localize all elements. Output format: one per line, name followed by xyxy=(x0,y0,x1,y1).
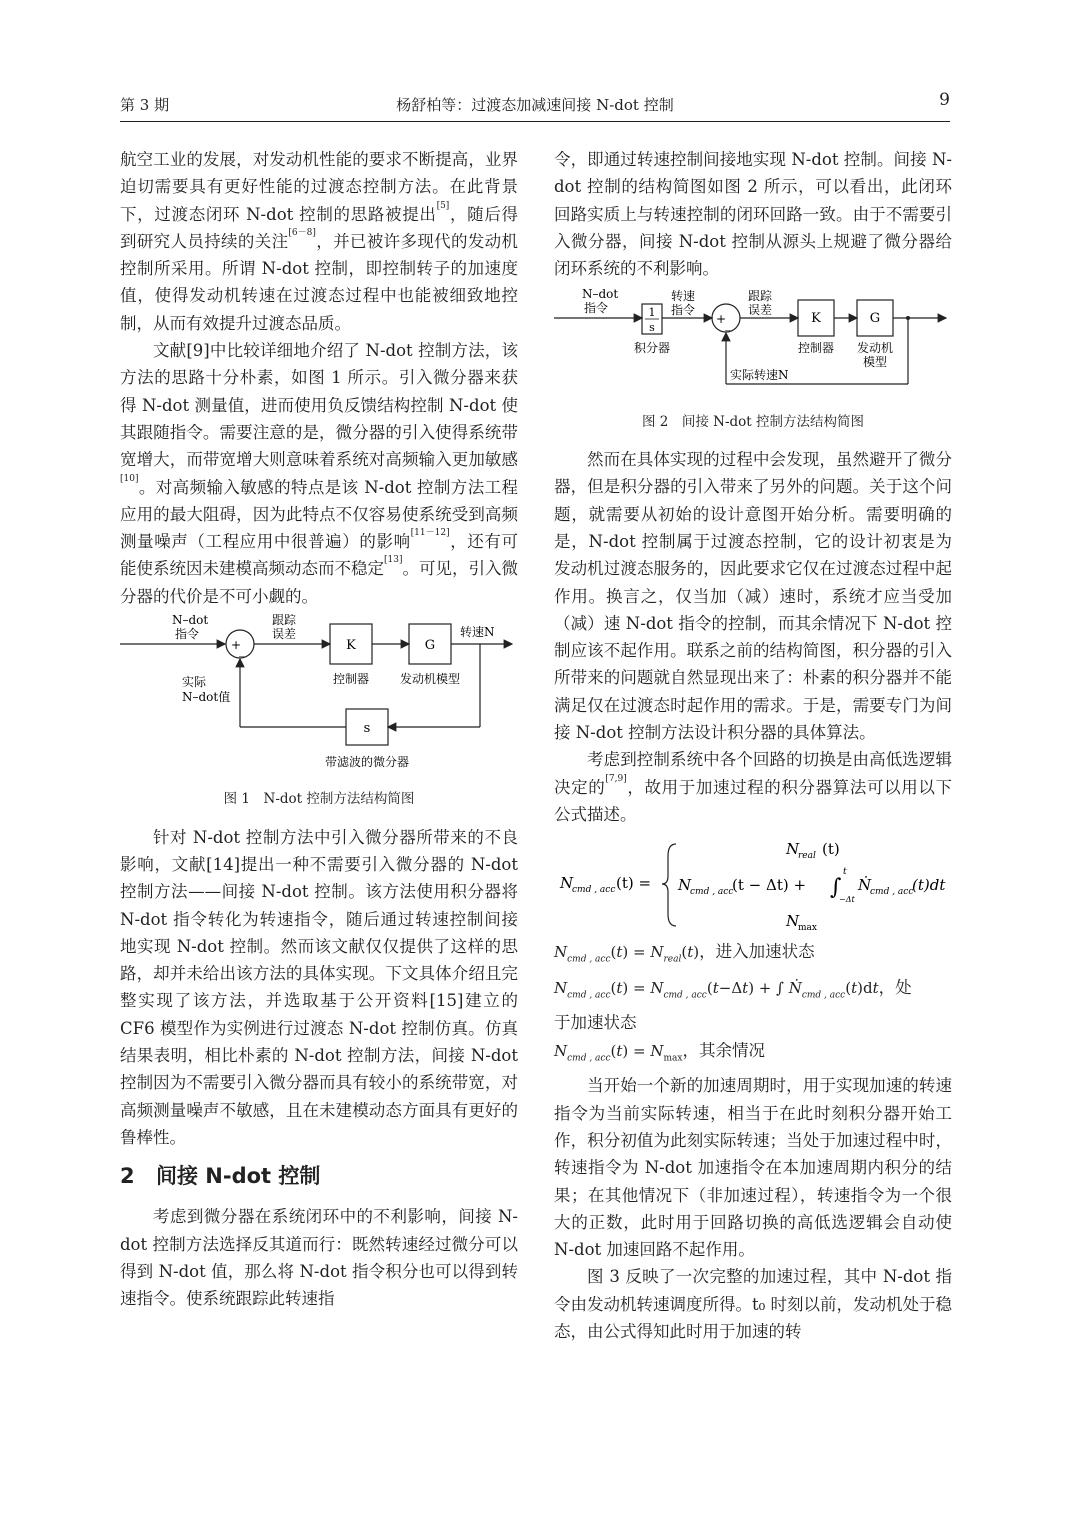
error-label: 跟踪 xyxy=(272,614,297,628)
figure-2-diagram xyxy=(554,286,952,396)
svg-text:Ṅ: Ṅ xyxy=(858,876,872,895)
svg-text:N–dot: N–dot xyxy=(582,287,619,302)
paragraph: 当开始一个新的加速周期时，用于实现加速的转速指令为当前实际转速，相当于在此时刻积分器开始工作，积分初值为此刻实际转速；当处于加速过程中时，转速指令为 N-dot 加速指令在本加速周期内积分的结果；在其他情况下（非加速过程），转速指令为一个很大的正数，此时用于回路切换的高低选逻辑会自动使 N-dot 加速回路不起作用。 xyxy=(554,1076,952,1260)
svg-text:实际转速N: 实际转速N xyxy=(730,368,789,383)
differentiator-label: 带滤波的微分器 xyxy=(324,755,410,770)
svg-text:G: G xyxy=(869,311,881,327)
engine-label: 发动机模型 xyxy=(399,672,461,687)
controller-label: 控制器 xyxy=(332,672,370,687)
svg-text:N: N xyxy=(786,840,800,859)
citation: [5] xyxy=(436,200,450,211)
paragraph: 针对 N-dot 控制方法中引入微分器所带来的不良影响，文献[14]提出一种不需要引入微分器的 N-dot 控制方法——间接 N-dot 控制。该方法使用积分器将 N-dot 指令转化为转速指令，随后通过转速控制间接地实现 N-dot 控制。然而该文献仅仅提供了这样的思路，却并未给出该方法的具体实现。下文具体介绍且完整实现了该方法，并选取基于公开资料[15]建立的 CF6 模型作为实例进行过渡态 N-dot 控制仿真。仿真结果表明，相比朴素的 N-dot 控制方法，间接 N-dot 控制因为不需要引入微分器而具有较小的系统带宽，对高频测量噪声不敏感，且在未建模动态方面具有更好的鲁棒性。 xyxy=(120,827,518,1147)
svg-text:N: N xyxy=(560,874,574,893)
input-label: 指令 xyxy=(175,627,200,642)
paragraph: 图 3 反映了一次完整的加速过程，其中 N-dot 指令由发动机转速调度所得。t₀ 时刻以前，发动机处于稳态，由公式得知此时用于加速的转 xyxy=(554,1267,952,1341)
paragraph: 然而在具体实现的过程中会发现，虽然避开了微分器，但是积分器的引入带来了另外的问题。关于这个问题，就需要从初始的设计意图开始分析。需要明确的是，N-dot 控制属于过渡态控制，它的设计初衷是为发动机过渡态服务的，因此要求它仅在过渡态过程中起作用。换言之，仅当加（减）速时，系统才应当受加（减）速 N-dot 指令的控制，而其余情况下 N-dot 控制应该不起作用。联系之前的结构简图，积分器的引入所带来的问题就自然显现出来了：朴素的积分器并不能满足仅在过渡态时起作用的需求。于是，需要专门为间接 N-dot 控制方法设计积分器的具体算法。 xyxy=(554,450,952,743)
paragraph: 令，即通过转速控制间接地实现 N-dot 控制。间接 N-dot 控制的结构简图如图 2 所示，可以看出，此闭环回路实质上与转速控制的闭环回路一致。由于不需要引入微分器，间接 N-dot 控制从源头上规避了微分器给闭环系统的不利影响。 xyxy=(554,150,952,279)
svg-text:∫: ∫ xyxy=(830,875,842,901)
output-label: 转速N xyxy=(460,625,495,640)
citation: [13] xyxy=(384,555,403,566)
equation-line: $N_{cmd , acc}(t) = N_{max}$，其余情况 xyxy=(554,1040,765,1064)
citation: [10] xyxy=(120,473,139,484)
piecewise-equation xyxy=(554,828,952,938)
running-header xyxy=(120,90,950,118)
journal-issue: 第 3 期 xyxy=(120,96,170,114)
svg-text:模型: 模型 xyxy=(862,355,888,370)
svg-text:(t)dt: (t)dt xyxy=(912,876,946,895)
citation: [11－12] xyxy=(410,528,450,539)
feedback-label: 实际 xyxy=(182,675,207,690)
right-column xyxy=(554,146,952,1345)
svg-text:cmd , acc: cmd , acc xyxy=(572,885,616,896)
svg-text:指令: 指令 xyxy=(671,303,696,318)
paragraph: 航空工业的发展，对发动机性能的要求不断提高，业界迫切需要具有更好性能的过渡态控制方法。在此背景下，过渡态闭环 N-dot 控制的思路被提出[5]，随后得到研究人员持续的关注[6－8]，并已被许多现代的发动机控制所采用。所谓 N-dot 控制，即控制转子的加速度值，使得发动机转速在过渡态过程中也能被细致地控制，从而有效提升过渡态品质。 xyxy=(120,150,519,333)
svg-text:发动机: 发动机 xyxy=(856,341,894,356)
citation: [7,9] xyxy=(605,773,627,784)
figure-2 xyxy=(554,286,952,436)
svg-text:max: max xyxy=(798,923,817,934)
figure-caption: 图 1 N-dot 控制方法结构简图 xyxy=(223,791,415,808)
svg-text:指令: 指令 xyxy=(584,301,609,316)
svg-text:误差: 误差 xyxy=(748,303,773,318)
equation-graphic xyxy=(554,828,952,938)
page-number: 9 xyxy=(939,90,950,110)
svg-text:+: + xyxy=(716,312,727,327)
svg-text:积分器: 积分器 xyxy=(633,341,671,356)
svg-text:N: N xyxy=(678,876,692,895)
svg-text:s: s xyxy=(649,321,655,335)
paragraph: 考虑到控制系统中各个回路的切换是由高低选逻辑决定的[7,9]，故用于加速过程的积分器算法可以用以下公式描述。 xyxy=(554,750,953,824)
svg-text:1: 1 xyxy=(648,306,656,320)
header-rule xyxy=(120,121,950,122)
citation: [6－8] xyxy=(288,227,316,238)
figure-1 xyxy=(120,614,518,814)
svg-text:(t): (t) xyxy=(822,840,840,859)
paragraph: 考虑到微分器在系统闭环中的不利影响，间接 N-dot 控制方法选择反其道而行：既然转速经过微分可以得到 N-dot 值，那么将 N-dot 指令积分也可以得到转速指令。使系统跟踪此转速指 xyxy=(120,1207,518,1309)
svg-text:转速: 转速 xyxy=(671,289,696,304)
svg-text:t: t xyxy=(843,867,847,878)
svg-text:+: + xyxy=(231,638,242,653)
input-label: N–dot xyxy=(172,614,209,628)
svg-text:real: real xyxy=(798,851,816,862)
figure-caption: 图 2 间接 N-dot 控制方法结构简图 xyxy=(641,413,865,430)
svg-text:跟踪: 跟踪 xyxy=(748,289,773,304)
svg-text:_: _ xyxy=(239,643,245,658)
running-title: 杨舒柏等：过渡态加减速间接 N-dot 控制 xyxy=(396,96,674,114)
svg-text:−Δt: −Δt xyxy=(839,895,855,905)
feedback-label: N–dot值 xyxy=(182,690,231,705)
svg-text:_: _ xyxy=(725,317,731,332)
equation-line: 于加速状态 xyxy=(554,1013,637,1033)
svg-text:K: K xyxy=(346,638,356,654)
equation-line: $N_{cmd , acc}(t) = N_{cmd , acc}(t-\Delta t)$ + ∫ Ṅ$_{cmd , acc}$(t)dt，处 xyxy=(554,977,912,1001)
svg-text:(t − Δt) +: (t − Δt) + xyxy=(732,876,807,895)
equation-line: $N_{cmd , acc}(t) = N_{real}(t)$，进入加速状态 xyxy=(554,942,815,965)
figure-1-diagram xyxy=(120,614,518,774)
section-heading: 2 间接 N-dot 控制 xyxy=(120,1164,321,1189)
svg-text:(t) =: (t) = xyxy=(616,874,652,893)
paragraph: 文献[9]中比较详细地介绍了 N-dot 控制方法，该方法的思路十分朴素，如图 1 所示。引入微分器来获得 N-dot 测量值，进而使用负反馈结构控制 N-dot 使其跟随指令。需要注意的是，微分器的引入使得系统带宽增大，而带宽增大则意味着系统对高频输入更加敏感[10]。对高频输入敏感的特点是该 N-dot 控制方法工程应用的最大阻碍，因为此特点不仅容易使系统受到高频测量噪声（工程应用中很普遍）的影响[11－12]，还有可能使系统因未建模高频动态而不稳定[13]。可见，引入微分器的代价是不可小觑的。 xyxy=(120,341,519,606)
svg-text:cmd , acc: cmd , acc xyxy=(870,887,914,898)
svg-text:cmd , acc: cmd , acc xyxy=(690,887,734,898)
svg-text:N: N xyxy=(786,912,800,931)
svg-text:K: K xyxy=(811,311,821,327)
svg-text:G: G xyxy=(424,638,436,654)
error-label: 误差 xyxy=(272,627,297,642)
svg-text:s: s xyxy=(363,721,371,737)
left-column xyxy=(120,146,518,1312)
svg-text:控制器: 控制器 xyxy=(797,341,835,356)
